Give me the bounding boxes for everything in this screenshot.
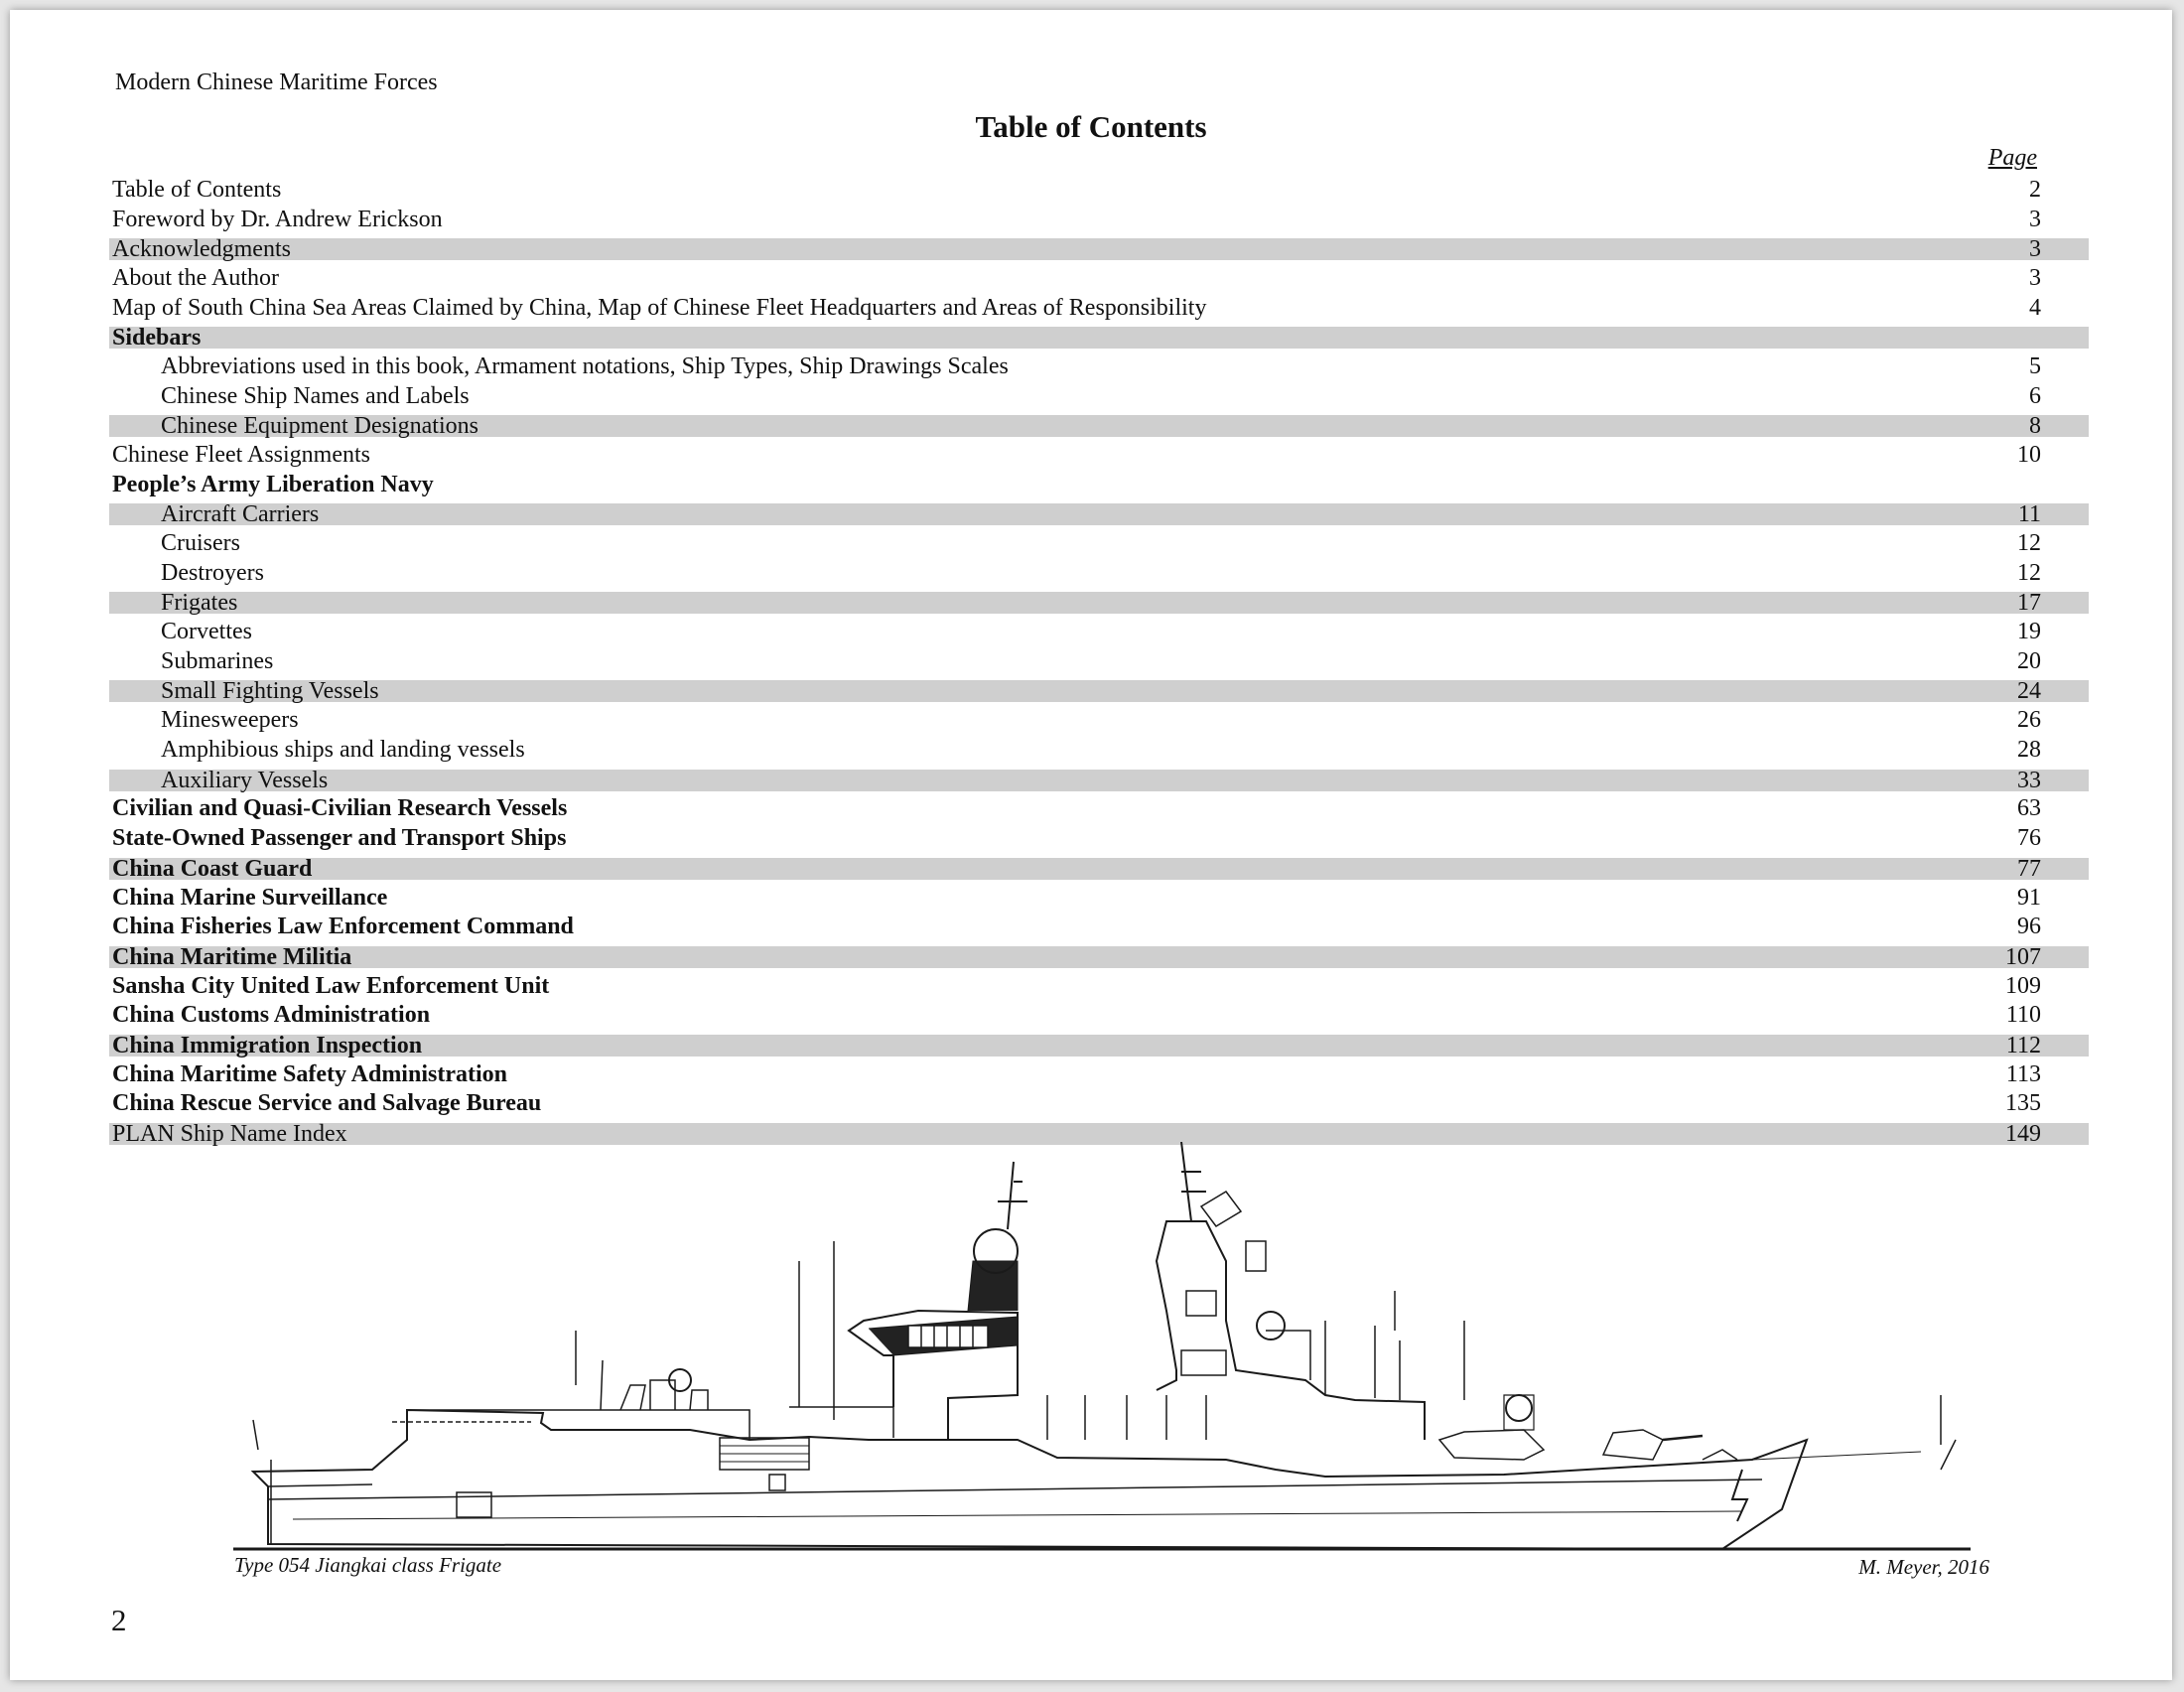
toc-entry[interactable] — [109, 352, 2089, 382]
toc-entry-title: Destroyers — [161, 559, 264, 586]
toc-entry-title: China Customs Administration — [112, 1002, 431, 1029]
toc-entry[interactable] — [109, 264, 2089, 294]
toc-entry[interactable] — [109, 1001, 2089, 1031]
toc-entry[interactable] — [109, 206, 2089, 235]
toc-entry[interactable] — [109, 590, 2089, 617]
toc-entry-page: 63 — [2017, 795, 2041, 822]
toc-entry-page: 77 — [2017, 855, 2041, 882]
toc-entry-title: Chinese Ship Names and Labels — [161, 382, 470, 409]
toc-entry[interactable] — [109, 913, 2089, 942]
toc-entry-title: Small Fighting Vessels — [161, 678, 379, 705]
toc-entry-page: 5 — [2029, 353, 2041, 380]
toc-entry-title: Abbreviations used in this book, Armament notations, Ship Types, Ship Drawings Scales — [161, 353, 1009, 380]
toc-entry[interactable] — [109, 236, 2089, 263]
toc-entry[interactable] — [109, 1089, 2089, 1119]
toc-entry-page: 28 — [2017, 737, 2041, 764]
toc-entry-page: 12 — [2017, 559, 2041, 586]
toc-entry-page: 135 — [2005, 1090, 2041, 1117]
toc-entry[interactable] — [109, 1060, 2089, 1090]
toc-entry-page: 91 — [2017, 884, 2041, 911]
toc-entry-title: Amphibious ships and landing vessels — [161, 737, 525, 764]
toc-entry-page: 8 — [2029, 413, 2041, 440]
toc-entry-page: 12 — [2017, 530, 2041, 557]
toc-entry-title: Sansha City United Law Enforcement Unit — [112, 972, 550, 999]
toc-entry[interactable] — [109, 855, 2089, 882]
toc-entry[interactable] — [109, 294, 2089, 324]
toc-entry-page: 107 — [2005, 943, 2041, 970]
toc-entry[interactable] — [109, 413, 2089, 440]
toc-entry-title: Submarines — [161, 648, 274, 674]
toc-entry-title: China Coast Guard — [112, 855, 313, 882]
toc-entry-page: 3 — [2029, 265, 2041, 292]
toc-entry[interactable] — [109, 647, 2089, 677]
toc-entry-title: Civilian and Quasi-Civilian Research Vessels — [112, 795, 568, 822]
toc-entry-title: Frigates — [161, 590, 238, 617]
figure-caption: Type 054 Jiangkai class Frigate — [234, 1553, 502, 1577]
toc-entry-page: 113 — [2005, 1060, 2041, 1087]
toc-entry[interactable] — [109, 501, 2089, 528]
toc-entry-title: China Marine Surveillance — [112, 884, 388, 911]
toc-entry-title: Cruisers — [161, 530, 240, 557]
toc-entry[interactable] — [109, 471, 2089, 500]
toc-entry-title: Aircraft Carriers — [161, 501, 320, 528]
toc-entry-page: 2 — [2029, 177, 2041, 203]
toc-entry-page: 149 — [2005, 1120, 2041, 1147]
toc-entry[interactable] — [109, 176, 2089, 206]
toc-entry-page: 20 — [2017, 648, 2041, 674]
toc-entry[interactable] — [109, 706, 2089, 736]
toc-entry[interactable] — [109, 559, 2089, 589]
toc-entry[interactable] — [109, 824, 2089, 854]
toc-entry-page: 26 — [2017, 707, 2041, 734]
toc-entry-page: 19 — [2017, 619, 2041, 645]
figure-credit: M. Meyer, 2016 — [1858, 1555, 1989, 1579]
toc-entry-title: Acknowledgments — [112, 236, 291, 263]
toc-entry-title: PLAN Ship Name Index — [112, 1120, 347, 1147]
toc-entry-page: 4 — [2029, 294, 2041, 321]
toc-entry[interactable] — [109, 1032, 2089, 1058]
toc-entry[interactable] — [109, 678, 2089, 705]
toc-entry-title: Foreword by Dr. Andrew Erickson — [112, 206, 443, 232]
table-of-contents — [109, 176, 2089, 1149]
toc-entry-title: Sidebars — [112, 325, 202, 352]
toc-entry-page: 11 — [2017, 501, 2041, 528]
running-header: Modern Chinese Maritime Forces — [115, 70, 438, 95]
toc-entry-page: 3 — [2029, 236, 2041, 263]
toc-entry[interactable] — [109, 618, 2089, 647]
toc-entry-title: Chinese Fleet Assignments — [112, 442, 370, 469]
toc-entry[interactable] — [109, 382, 2089, 412]
toc-entry[interactable] — [109, 325, 2089, 352]
toc-entry-page: 24 — [2017, 678, 2041, 705]
page-column-header: Page — [1987, 145, 2037, 171]
toc-entry-page: 109 — [2005, 972, 2041, 999]
toc-entry-title: China Maritime Safety Administration — [112, 1060, 507, 1087]
toc-entry-page: 17 — [2017, 590, 2041, 617]
frigate-drawing — [233, 1142, 1971, 1559]
toc-entry-page: 76 — [2017, 825, 2041, 852]
toc-entry-page: 3 — [2029, 206, 2041, 232]
toc-entry-title: Map of South China Sea Areas Claimed by China, Map of Chinese Fleet Headquarters and Areas of Responsibility — [112, 294, 1207, 321]
toc-entry-title: Minesweepers — [161, 707, 299, 734]
document-page — [10, 10, 2172, 1680]
toc-entry[interactable] — [109, 943, 2089, 970]
toc-entry[interactable] — [109, 972, 2089, 1002]
toc-entry-title: Table of Contents — [112, 177, 282, 203]
toc-entry-title: China Rescue Service and Salvage Bureau — [112, 1090, 542, 1117]
page-number: 2 — [111, 1603, 127, 1637]
hull-outline — [253, 1410, 1807, 1549]
toc-entry-title: Corvettes — [161, 619, 252, 645]
toc-entry[interactable] — [109, 767, 2089, 793]
toc-entry[interactable] — [109, 736, 2089, 766]
toc-entry-title: State-Owned Passenger and Transport Ships — [112, 825, 567, 852]
toc-entry-title: China Maritime Militia — [112, 943, 352, 970]
toc-entry-title: Auxiliary Vessels — [161, 767, 329, 793]
toc-entry-page: 6 — [2029, 382, 2041, 409]
toc-entry-title: China Fisheries Law Enforcement Command — [112, 914, 574, 940]
toc-entry-title: China Immigration Inspection — [112, 1032, 423, 1058]
toc-entry-page: 110 — [2005, 1002, 2041, 1029]
toc-entry[interactable] — [109, 884, 2089, 914]
page-title: Table of Contents — [975, 109, 1207, 144]
toc-entry-title: About the Author — [112, 265, 279, 292]
toc-entry[interactable] — [109, 441, 2089, 471]
toc-entry-title: People’s Army Liberation Navy — [112, 471, 434, 497]
toc-entry-page: 10 — [2017, 442, 2041, 469]
toc-entry-page: 112 — [2005, 1032, 2041, 1058]
toc-entry-title: Chinese Equipment Designations — [161, 413, 478, 440]
toc-entry[interactable] — [109, 529, 2089, 559]
toc-entry[interactable] — [109, 794, 2089, 824]
toc-entry-page: 33 — [2017, 767, 2041, 793]
toc-entry-page: 96 — [2017, 914, 2041, 940]
